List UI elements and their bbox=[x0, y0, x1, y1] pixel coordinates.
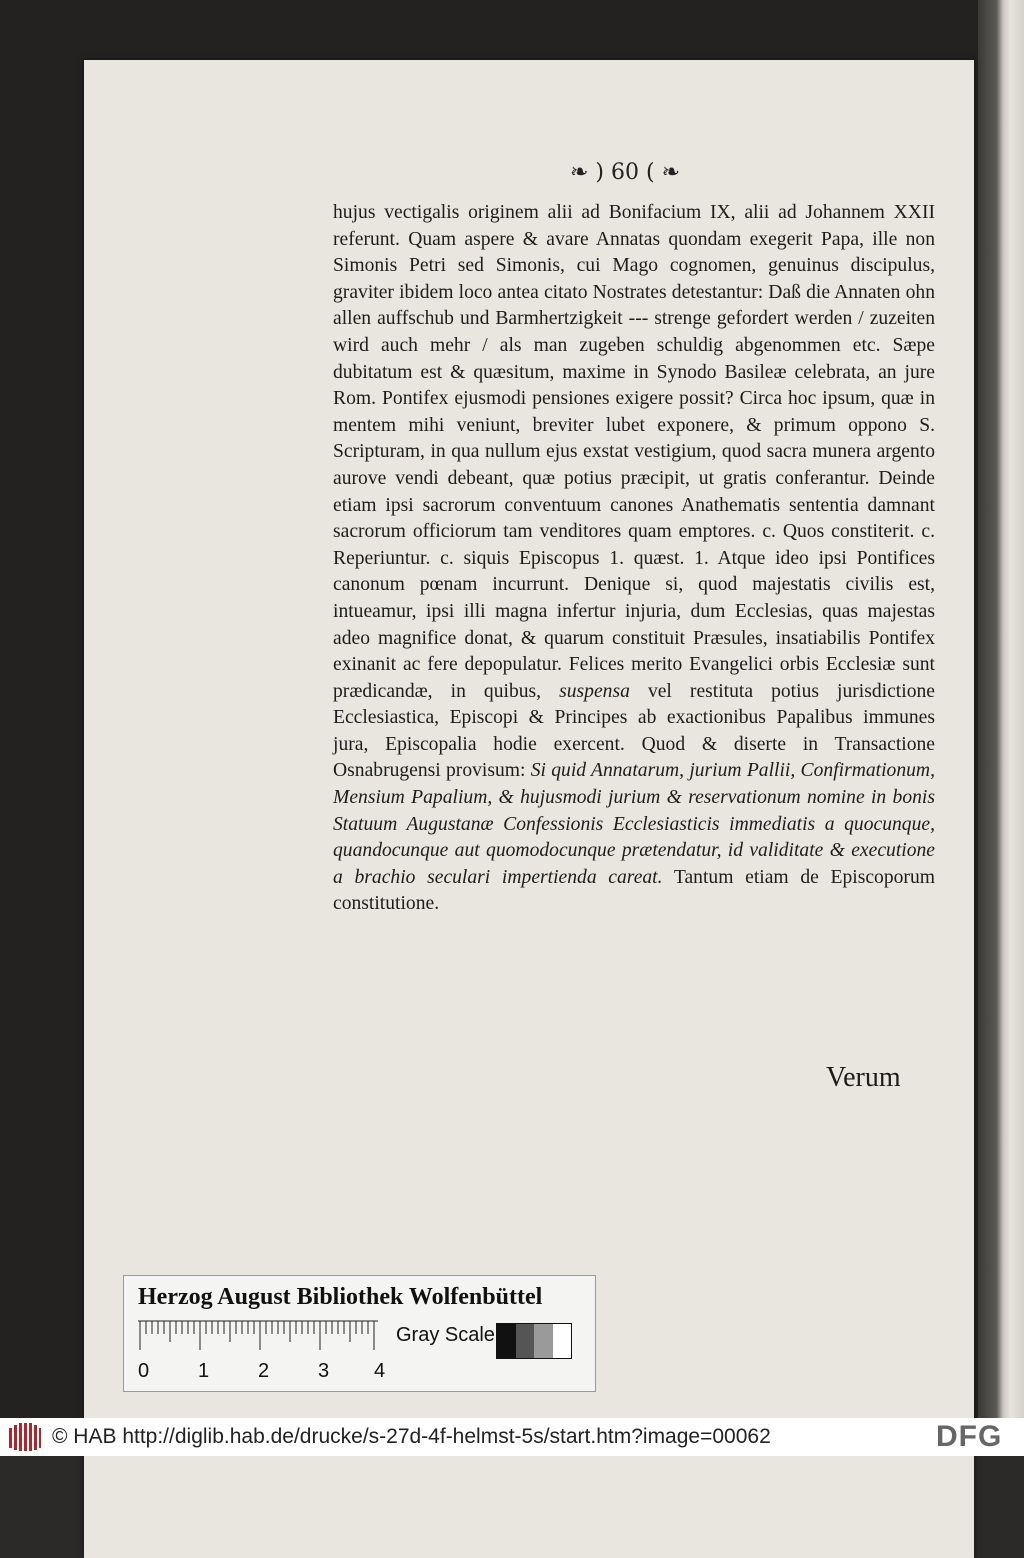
show-through-text bbox=[336, 1005, 776, 1095]
hab-logo-icon bbox=[8, 1422, 42, 1452]
ruler-number: 2 bbox=[258, 1360, 270, 1382]
catchword: Verum bbox=[826, 1062, 901, 1093]
gray-swatch-black bbox=[497, 1324, 516, 1358]
ruler-number: 3 bbox=[318, 1360, 330, 1382]
gray-scale-label: Gray Scale bbox=[396, 1324, 495, 1346]
ruler-number: 0 bbox=[138, 1360, 150, 1382]
ruler-scale bbox=[138, 1320, 378, 1354]
paragraph-main: hujus vectigalis originem alii ad Bonifacium IX, alii ad Johannem XXII referunt. Quam aspere & avare Annatas quondam exegerit Papa, ille non Simonis Petri sed Simonis, cui Mago cognomen, genuinus discipulus, graviter ibidem loco antea citato Nostrates detestantur: Daß die Annaten ohn allen auffschub und Barmhertzigkeit --- strenge gefordert werden / zuzeiten wird auch mehr / als man zugeben schuldig abgenommen etc. Sæpe dubitatum est & quæsitum, maxime in Synodo Basileæ celebrata, an jure Rom. Pontifex ejusmodi pensiones exigere possit? Circa hoc ipsum, quæ in mentem mihi veniunt, breviter lubet exponere, & primum oppono S. Scripturam, in qua nullum ejus exstat vestigium, quod sacra munera argento aurove vendi debeant, quæ potius præcipit, ut gratis conferantur. Deinde etiam ipsi sacrorum conventuum canones Anathematis sententia damnant sacrorum officiorum tam venditores quam emptores. c. Quos constiterit. c. Reperiuntur. c. siquis Episcopus 1. quæst. 1. Atque ideo ipsi Pontifices canonum pœnam incurrunt. Denique si, quod majestatis civilis est, intueamur, ipsi illi magna infertur injuria, dum Ecclesias, quas majestas adeo magnifice donat, & quarum constituit Præsules, insatiabilis Pontifex exinanit ac fere depopulatur. Felices merito Evangelici orbis Ecclesiæ sunt prædicandæ, in quibus, bbox=[333, 202, 935, 702]
ruler-number: 4 bbox=[374, 1360, 386, 1382]
italic-word: suspensa bbox=[559, 680, 630, 702]
gray-swatch-dark bbox=[516, 1324, 535, 1358]
book-spine-edge bbox=[978, 0, 1024, 1418]
gray-swatch-white bbox=[553, 1324, 572, 1358]
quotation-italic: Si quid Annatarum, jurium Pallii, Confirmationum, Mensium Papalium, & hujusmodi jurium & reservationum nomine in bonis Statuum Augustanæ Confessionis Ecclesiasticis immediatis a quocunque, quandocunque aut quomodocunque prætendatur, id validitate & executione a brachio seculari impertienda careat. bbox=[333, 760, 935, 888]
footer-credit: © HAB http://diglib.hab.de/drucke/s-27d-4f-helmst-5s/start.htm?image=00062 bbox=[52, 1425, 771, 1448]
footer-bar bbox=[0, 1418, 1024, 1456]
ruler-number: 1 bbox=[198, 1360, 210, 1382]
paragraph-end: Tantum etiam de Episcoporum constitutione. bbox=[333, 866, 935, 915]
ruler-numbers bbox=[134, 1360, 394, 1384]
dfg-logo: DFG bbox=[936, 1420, 1003, 1453]
paragraph-mid: vel restituta potius jurisdictione Ecclesiastica, Episcopi & Principes ab exactionibus Papalibus immunes jura, Episcopalia hodie exercent. Quod & diserte in Transactione Osnabrugensi provisum: bbox=[333, 680, 935, 782]
body-text bbox=[333, 200, 935, 918]
gray-scale-swatches bbox=[496, 1323, 572, 1359]
gray-swatch-mid bbox=[534, 1324, 553, 1358]
card-title: Herzog August Bibliothek Wolfenbüttel bbox=[138, 1284, 543, 1310]
running-head: ❧ ) 60 ( ❧ bbox=[570, 160, 680, 185]
color-reference-card bbox=[123, 1275, 596, 1392]
